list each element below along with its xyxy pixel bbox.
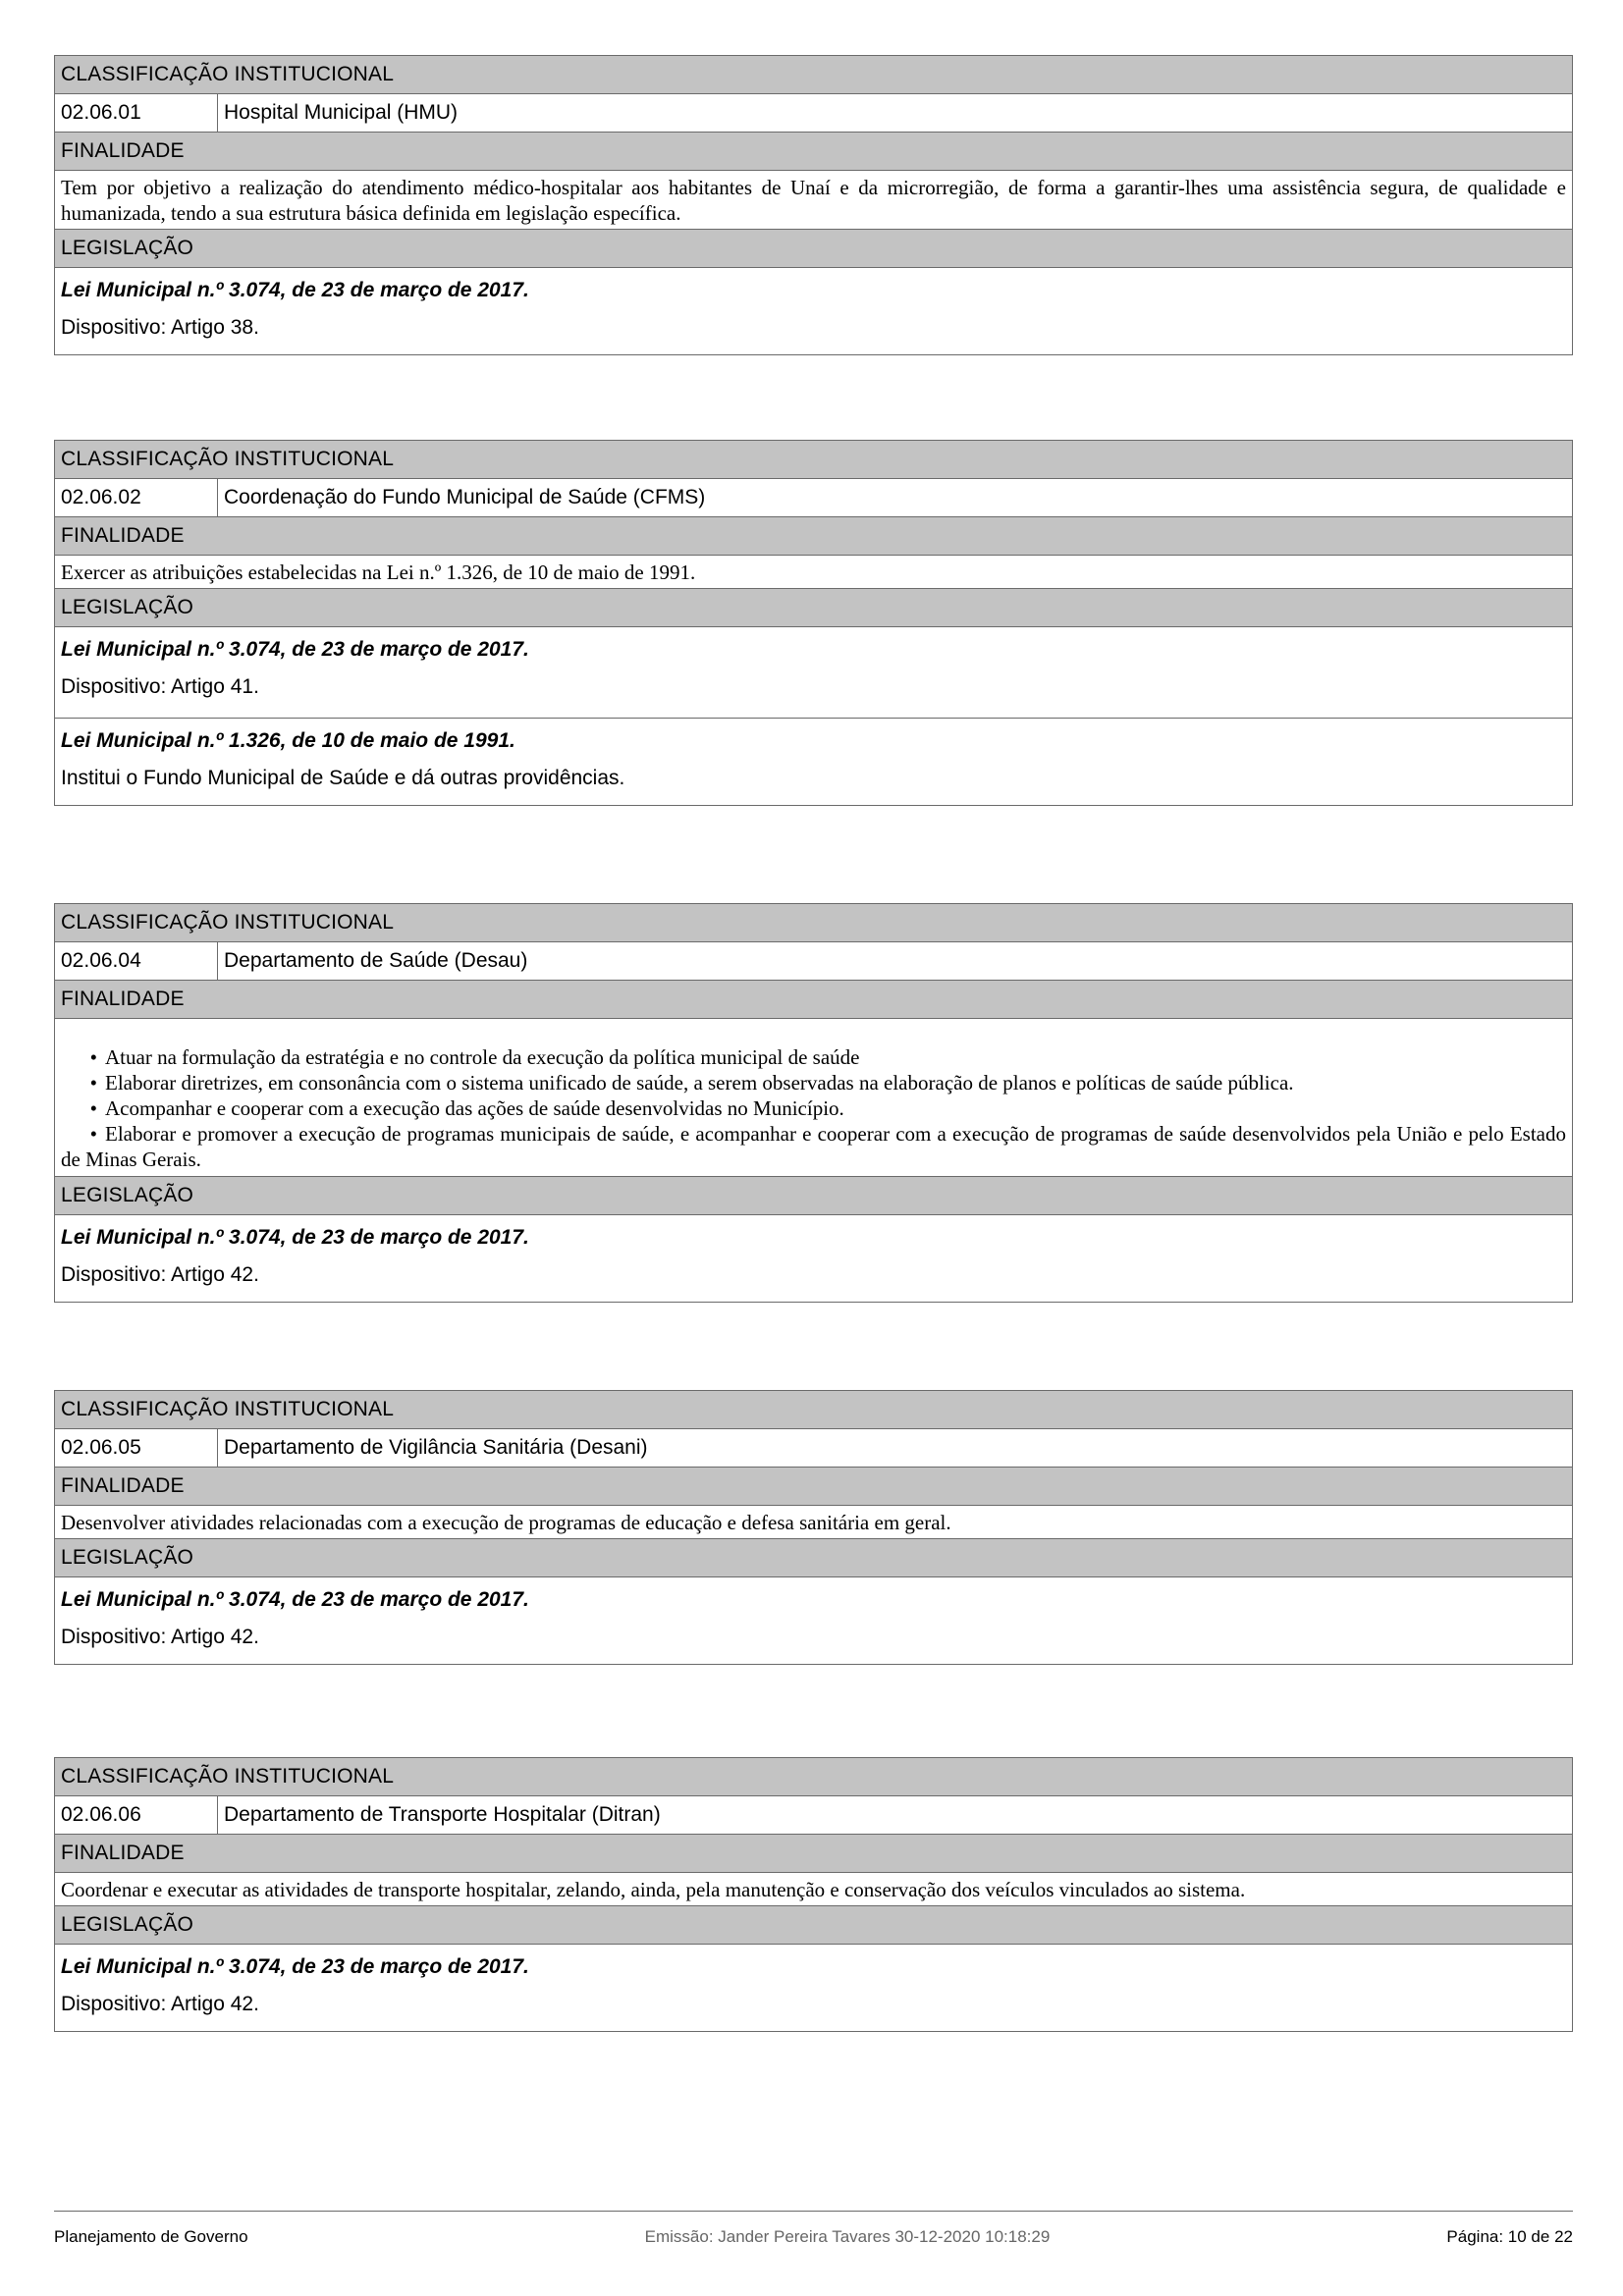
bullet-icon: •	[89, 1071, 97, 1095]
unit-name: Departamento de Saúde (Desau)	[224, 949, 528, 972]
list-item: • Acompanhar e cooperar com a execução das ações de saúde desenvolvidas no Município.	[61, 1095, 1566, 1121]
classificacao-header: CLASSIFICAÇÃO INSTITUCIONAL	[55, 904, 1572, 942]
bullet-icon: •	[89, 1045, 97, 1069]
bullet-icon: •	[89, 1122, 97, 1146]
block-02-06-05	[54, 1390, 1573, 1665]
unit-name: Hospital Municipal (HMU)	[224, 101, 459, 124]
block-02-06-04	[54, 903, 1573, 1303]
lei-desc: Dispositivo: Artigo 42.	[61, 1263, 259, 1286]
classificacao-header: CLASSIFICAÇÃO INSTITUCIONAL	[55, 1758, 1572, 1796]
finalidade-header: FINALIDADE	[55, 981, 1572, 1019]
finalidade-header: FINALIDADE	[55, 517, 1572, 556]
classificacao-row	[55, 942, 1572, 981]
classificacao-header: CLASSIFICAÇÃO INSTITUCIONAL	[55, 441, 1572, 479]
finalidade-header: FINALIDADE	[55, 1835, 1572, 1873]
legislacao-header: LEGISLAÇÃO	[55, 1906, 1572, 1945]
page-number: Página: 10 de 22	[1446, 2227, 1573, 2246]
unit-code: 02.06.05	[55, 1429, 218, 1467]
classificacao-header: CLASSIFICAÇÃO INSTITUCIONAL	[55, 56, 1572, 94]
classificacao-row	[55, 479, 1572, 517]
classificacao-row	[55, 1796, 1572, 1835]
lei-entry	[55, 1945, 1572, 2031]
lei-separator	[55, 718, 1572, 805]
classificacao-header: CLASSIFICAÇÃO INSTITUCIONAL	[55, 1391, 1572, 1429]
legislacao-header: LEGISLAÇÃO	[55, 1177, 1572, 1215]
legislacao-header: LEGISLAÇÃO	[55, 1539, 1572, 1577]
finalidade-text: Exercer as atribuições estabelecidas na Lei n.º 1.326, de 10 de maio de 1991.	[55, 556, 1572, 589]
finalidade-list	[55, 1019, 1572, 1177]
footer-emission: Emissão: Jander Pereira Tavares 30-12-2020 10:18:29	[644, 2227, 1051, 2246]
lei-title: Lei Municipal n.º 3.074, de 23 de março de 2017.	[61, 1588, 529, 1611]
finalidade-header: FINALIDADE	[55, 133, 1572, 171]
lei-desc: Dispositivo: Artigo 41.	[61, 675, 259, 698]
lei-entry	[55, 268, 1572, 354]
unit-code: 02.06.02	[55, 479, 218, 516]
bullet-icon: •	[89, 1096, 97, 1120]
lei-title: Lei Municipal n.º 1.326, de 10 de maio de 1991.	[61, 729, 515, 752]
list-item: • Atuar na formulação da estratégia e no controle da execução da política municipal de saúde	[61, 1044, 1566, 1070]
finalidade-header: FINALIDADE	[55, 1468, 1572, 1506]
block-02-06-06	[54, 1757, 1573, 2032]
legislacao-header: LEGISLAÇÃO	[55, 589, 1572, 627]
lei-entry	[55, 1215, 1572, 1302]
list-item: • Elaborar e promover a execução de programas municipais de saúde, e acompanhar e cooperar com a execução de programas de saúde desenvolvidos pela União e pelo Estado de Minas Gerais.	[61, 1122, 1566, 1171]
list-item: • Elaborar diretrizes, em consonância com o sistema unificado de saúde, a serem observadas na elaboração de planos e políticas de saúde pública.	[61, 1070, 1566, 1095]
lei-desc: Institui o Fundo Municipal de Saúde e dá outras providências.	[61, 767, 625, 789]
unit-name: Departamento de Transporte Hospitalar (Ditran)	[224, 1803, 661, 1826]
classificacao-row	[55, 1429, 1572, 1468]
lei-desc: Dispositivo: Artigo 38.	[61, 316, 259, 339]
lei-desc: Dispositivo: Artigo 42.	[61, 1993, 259, 2015]
unit-name: Departamento de Vigilância Sanitária (Desani)	[224, 1436, 648, 1459]
finalidade-text: Coordenar e executar as atividades de transporte hospitalar, zelando, ainda, pela manutenção e conservação dos veículos vinculados ao sistema.	[55, 1873, 1572, 1906]
finalidade-text: Desenvolver atividades relacionadas com a execução de programas de educação e defesa sanitária em geral.	[55, 1506, 1572, 1539]
lei-entry	[55, 627, 1572, 714]
page-footer	[54, 2211, 1573, 2247]
legislacao-header: LEGISLAÇÃO	[55, 230, 1572, 268]
footer-left: Planejamento de Governo	[54, 2227, 248, 2246]
unit-code: 02.06.01	[55, 94, 218, 132]
unit-code: 02.06.04	[55, 942, 218, 980]
block-02-06-01	[54, 55, 1573, 355]
lei-title: Lei Municipal n.º 3.074, de 23 de março de 2017.	[61, 279, 529, 301]
classificacao-row	[55, 94, 1572, 133]
finalidade-text: Tem por objetivo a realização do atendimento médico-hospitalar aos habitantes de Unaí e da microrregião, de forma a garantir-lhes uma assistência segura, de qualidade e humanizada, tendo a sua estrutura básica definida em legislação específica.	[55, 171, 1572, 230]
lei-title: Lei Municipal n.º 3.074, de 23 de março de 2017.	[61, 1955, 529, 1978]
unit-name: Coordenação do Fundo Municipal de Saúde (CFMS)	[224, 486, 706, 508]
lei-entry	[55, 714, 1572, 805]
block-02-06-02	[54, 440, 1573, 806]
lei-title: Lei Municipal n.º 3.074, de 23 de março de 2017.	[61, 1226, 529, 1249]
unit-code: 02.06.06	[55, 1796, 218, 1834]
lei-title: Lei Municipal n.º 3.074, de 23 de março de 2017.	[61, 638, 529, 661]
lei-desc: Dispositivo: Artigo 42.	[61, 1626, 259, 1648]
lei-entry	[55, 1577, 1572, 1664]
